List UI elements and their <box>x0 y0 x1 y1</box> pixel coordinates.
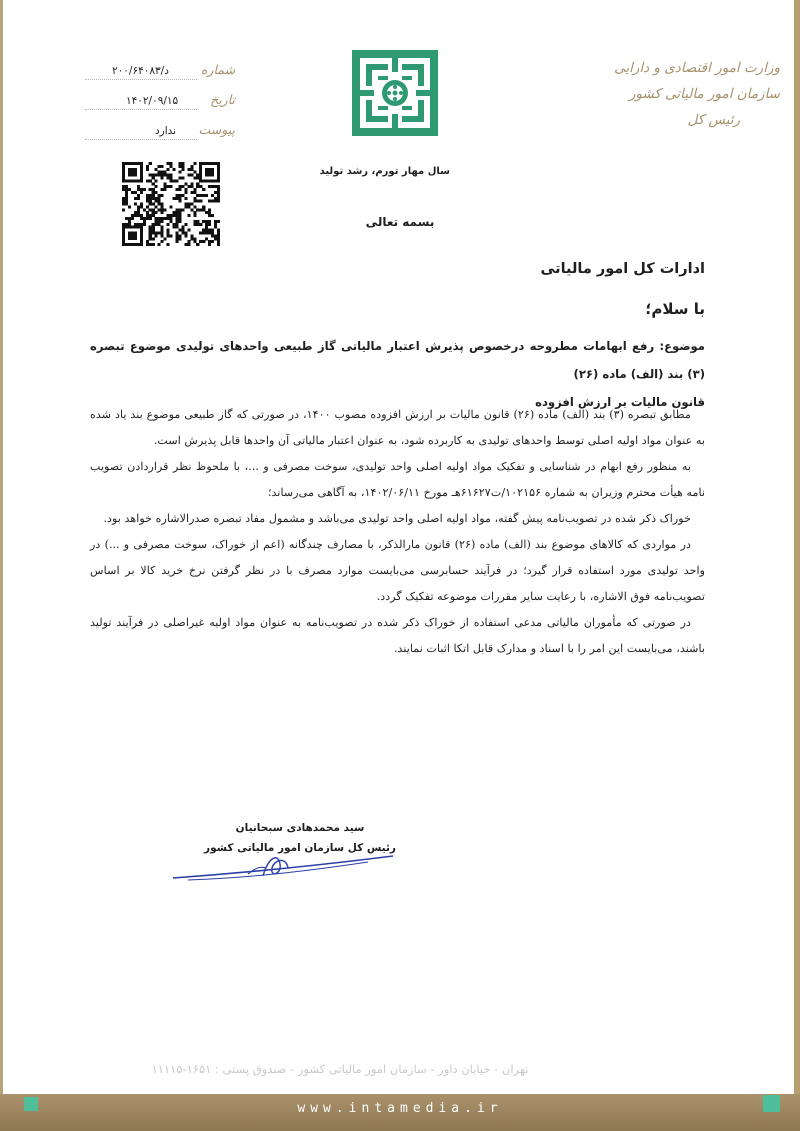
subject-line: قانون مالیات بر ارزش افزوده <box>535 395 705 409</box>
attachment-value: ندارد <box>155 125 177 137</box>
attachment-row <box>85 122 235 144</box>
signatory-title: رئیس کل سازمان امور مالیاتی کشور <box>204 842 396 854</box>
body-paragraph: خوراک ذکر شده در تصویب‌نامه پیش گفته، مواد اولیه اصلی واحد تولیدی می‌باشد و مشمول مفاد تبصره صدرالاشاره خواهد بود. <box>103 512 691 525</box>
recipient: ادارات کل امور مالیاتی <box>540 261 705 277</box>
signatory-name: سید محمدهادی سبحانیان <box>235 822 365 834</box>
number-row <box>85 62 235 84</box>
ministry-line: وزارت امور اقتصادی و دارایی <box>614 60 780 76</box>
attachment-label: پیوست <box>198 122 235 137</box>
body-paragraph: مطابق تبصره (۳) بند (الف) ماده (۲۶) قانون مالیات بر ارزش افزوده مصوب ۱۴۰۰، در صورتی که گاز طبیعی موضوع بند یاد شده به عنوان مواد اولیه اصلی توسط واحدهای تولیدی به کاربرده شود، به عنوان اعتبار مالیاتی آن واحدها قابل پذیرش است. <box>90 408 705 447</box>
letter-number: د/۲۰۰/۶۴۰۸۳ <box>112 65 169 77</box>
office-line: رئیس کل <box>687 112 740 128</box>
subject-line: موضوع: رفع ابهامات مطروحه درخصوص پذیرش اعتبار مالیاتی گاز طبیعی واحدهای تولیدی موضوع تبصره (۳) بند (الف) ماده (۲۶) <box>90 339 705 381</box>
body-paragraph: در صورتی که مأموران مالیاتی مدعی استفاده از خوراک ذکر شده در تصویب‌نامه به عنوان مواد اولیه غیراصلی در فرآیند تولید باشند، می‌بایست این امر را با اسناد و مدارک قابل اتکا اثبات نمایند. <box>90 616 705 655</box>
tax-organization-emblem-icon <box>352 50 438 136</box>
qr-code-icon <box>122 162 220 246</box>
number-line <box>85 79 197 80</box>
page-border-right <box>794 0 800 1131</box>
year-slogan: سال مهار تورم، رشد تولید <box>319 166 450 177</box>
date-label: تاریخ <box>210 92 235 107</box>
date-row <box>85 92 235 114</box>
body-paragraph: به منظور رفع ابهام در شناسایی و تفکیک مواد اولیه اصلی واحد تولیدی، سوخت مصرفی و ...، با ملحوظ نظر قراردادن تصویب نامه هیأت محترم وزیران به شماره ۱۰۲۱۵۶/ت۶۱۶۲۷هـ مورخ ۱۴۰۲/۰۶/۱۱، به آگاهی می‌رساند؛ <box>90 460 705 499</box>
number-label: شماره <box>200 62 235 77</box>
body-paragraph: در مواردی که کالاهای موضوع بند (الف) ماده (۲۶) قانون مارالذکر، با مصارف چندگانه (اعم از خوراک، سوخت مصرفی و ...) در واحد تولیدی مورد استفاده قرار گیرد؛ در فرآیند حسابرسی می‌بایست موارد مصرف با در نظر گرفتن نرخ خرید کالا بر اساس تصویب‌نامه فوق الاشاره، با رعایت سایر مقررات موضوعه تفکیک گردد. <box>90 538 705 603</box>
letter-meta <box>85 62 235 152</box>
date-line <box>85 109 197 110</box>
letter-body <box>90 402 705 662</box>
basmala: بسمه تعالی <box>365 215 435 229</box>
handwritten-signature-icon <box>168 838 398 888</box>
page-border-left <box>0 0 3 1131</box>
footer-address: تهران - خیابان داور - سازمان امور مالیاتی کشور - صندوق پستی : ۱۶۵۱-۱۱۱۱۵ <box>151 1062 529 1076</box>
organization-line: سازمان امور مالیاتی کشور <box>628 86 780 102</box>
ministry-header <box>580 55 780 133</box>
footer-website-link[interactable]: www.intamedia.ir <box>297 1101 503 1116</box>
attachment-line <box>85 139 197 140</box>
salutation: با سلام؛ <box>645 300 705 318</box>
letter-date: ۱۴۰۲/۰۹/۱۵ <box>126 95 179 107</box>
